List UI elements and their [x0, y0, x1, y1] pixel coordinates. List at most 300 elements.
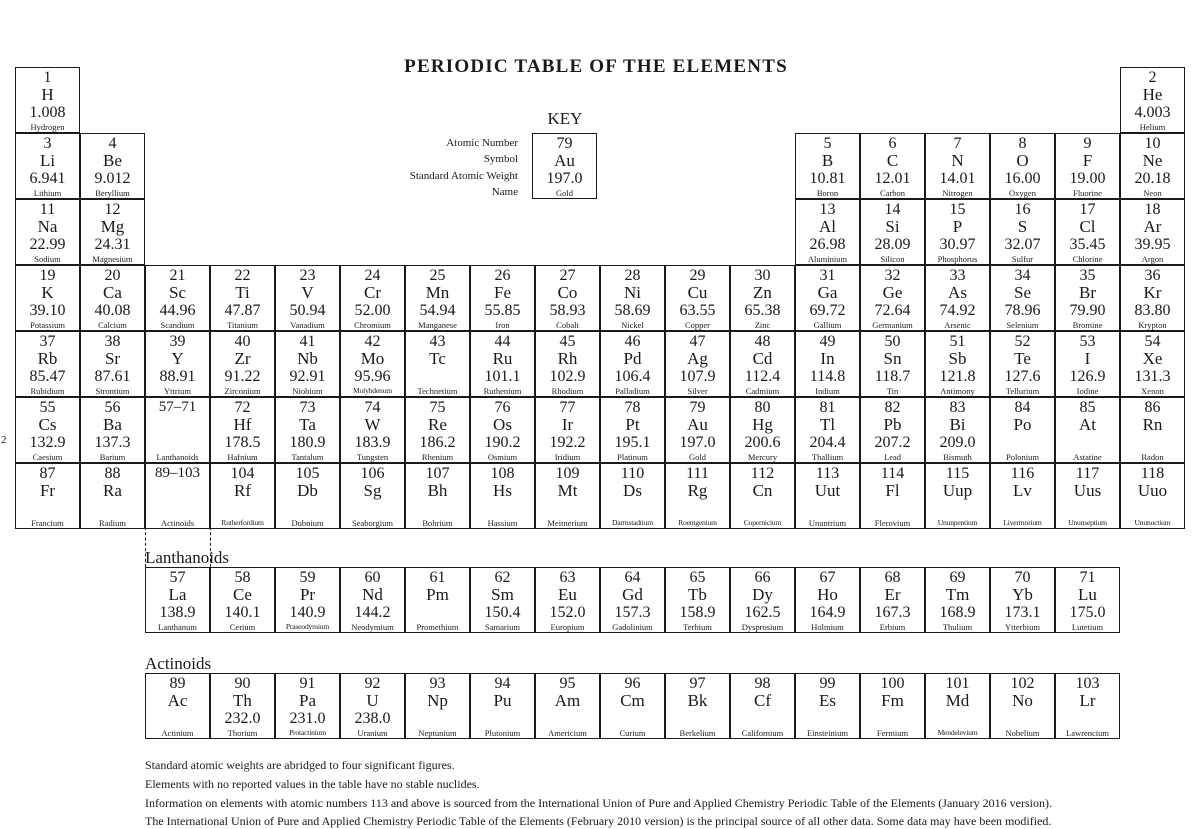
element-weight: 180.9 [289, 434, 326, 451]
element-cell [600, 265, 665, 331]
element-weight: 231.0 [289, 710, 326, 727]
element-name: Hydrogen [30, 122, 65, 132]
element-symbol: At [1079, 415, 1096, 434]
element-number: 33 [949, 267, 966, 284]
element-name: Erbium [879, 622, 906, 632]
element-cell [340, 265, 405, 331]
element-symbol: In [820, 349, 835, 368]
element-name: Fermium [876, 728, 909, 738]
element-number: 109 [555, 465, 580, 482]
element-cell [925, 199, 990, 265]
element-weight: 10.81 [809, 170, 846, 187]
element-symbol: Nd [362, 585, 383, 604]
element-cell [1055, 397, 1120, 463]
element-weight: 186.2 [419, 434, 456, 451]
element-symbol: Yb [1012, 585, 1033, 604]
element-number: 22 [234, 267, 251, 284]
element-weight: 204.4 [809, 434, 846, 451]
element-name: Copper [684, 320, 711, 330]
element-number: 42 [364, 333, 381, 350]
element-weight: 19.00 [1069, 170, 1106, 187]
element-cell [80, 331, 145, 397]
element-number: 73 [299, 399, 316, 416]
element-number: 14 [884, 201, 901, 218]
element-cell [990, 133, 1055, 199]
element-number: 103 [1075, 675, 1100, 692]
element-cell [925, 331, 990, 397]
element-name: Beryllium [95, 188, 130, 198]
element-number: 86 [1144, 399, 1161, 416]
element-number: 15 [949, 201, 966, 218]
element-name: Americium [548, 728, 587, 738]
element-number: 48 [754, 333, 771, 350]
element-number: 97 [689, 675, 706, 692]
element-cell [925, 673, 990, 739]
element-symbol: No [1012, 691, 1033, 710]
element-number: 69 [949, 569, 966, 586]
element-cell [860, 673, 925, 739]
element-symbol: Cf [754, 691, 771, 710]
element-number: 75 [429, 399, 446, 416]
element-number: 95 [559, 675, 576, 692]
element-weight: 88.91 [159, 368, 196, 385]
element-symbol: Uuo [1137, 481, 1168, 500]
element-name: Dubnium [291, 518, 324, 528]
element-number: 71 [1079, 569, 1096, 586]
element-symbol: Tm [945, 585, 970, 604]
element-symbol: Mt [557, 481, 578, 500]
element-number: 74 [364, 399, 381, 416]
key-example-name: Gold [556, 188, 573, 198]
element-symbol: Es [819, 691, 836, 710]
element-symbol: Te [1014, 349, 1031, 368]
element-number: 43 [429, 333, 446, 350]
element-weight: 162.5 [744, 604, 781, 621]
element-cell [210, 673, 275, 739]
element-cell [1120, 199, 1185, 265]
element-number: 107 [425, 465, 450, 482]
element-weight: 140.9 [289, 604, 326, 621]
element-name: Krypton [1138, 320, 1167, 330]
element-name: Tin [886, 386, 899, 396]
element-cell [470, 265, 535, 331]
element-number: 10 [1144, 135, 1161, 152]
element-symbol: Rn [1142, 415, 1163, 434]
element-cell [80, 199, 145, 265]
element-symbol: Ar [1143, 217, 1162, 236]
element-cell [535, 567, 600, 633]
element-cell [990, 463, 1055, 529]
element-number: 65 [689, 569, 706, 586]
element-symbol: As [948, 283, 967, 302]
element-number: 59 [299, 569, 316, 586]
element-cell [145, 397, 210, 463]
element-name: Lead [884, 452, 901, 462]
element-weight: 30.97 [939, 236, 976, 253]
element-symbol: C [886, 151, 899, 170]
element-cell [80, 397, 145, 463]
element-number: 32 [884, 267, 901, 284]
element-name: Silicon [880, 254, 905, 264]
element-weight: 144.2 [354, 604, 391, 621]
element-symbol: Au [687, 415, 708, 434]
element-cell [730, 331, 795, 397]
element-cell [600, 673, 665, 739]
element-symbol: S [1017, 217, 1028, 236]
element-number: 31 [819, 267, 836, 284]
element-number: 21 [169, 267, 186, 284]
element-cell [1055, 331, 1120, 397]
element-symbol: Co [557, 283, 578, 302]
element-weight: 92.91 [289, 368, 326, 385]
element-symbol: Uut [814, 481, 841, 500]
element-weight: 16.00 [1004, 170, 1041, 187]
element-symbol: Zr [234, 349, 251, 368]
element-number: 26 [494, 267, 511, 284]
element-name: Lanthanum [158, 622, 197, 632]
element-weight: 164.9 [809, 604, 846, 621]
element-symbol: Mo [360, 349, 385, 368]
element-symbol: Tc [429, 349, 446, 368]
actinoids-heading: Actinoids [145, 654, 212, 673]
element-number: 44 [494, 333, 511, 350]
element-cell [210, 463, 275, 529]
element-number: 13 [819, 201, 836, 218]
element-cell [535, 463, 600, 529]
element-symbol: Na [37, 217, 58, 236]
element-name: Thorium [227, 728, 258, 738]
element-symbol: Fr [39, 481, 56, 500]
element-weight: 107.9 [679, 368, 716, 385]
element-weight: 40.08 [94, 302, 131, 319]
element-name: Zinc [754, 320, 771, 330]
element-weight: 87.61 [94, 368, 131, 385]
element-weight: 207.2 [874, 434, 911, 451]
element-weight: 54.94 [419, 302, 456, 319]
element-number: 46 [624, 333, 641, 350]
element-cell [860, 397, 925, 463]
element-name: Indium [815, 386, 840, 396]
element-cell [145, 463, 210, 529]
element-number: 88 [104, 465, 121, 482]
element-number: 17 [1079, 201, 1096, 218]
element-name: Germanium [872, 320, 913, 330]
element-symbol: Ir [561, 415, 574, 434]
element-cell [405, 567, 470, 633]
element-number: 12 [104, 201, 121, 218]
element-weight: 4.003 [1134, 104, 1171, 121]
element-name: Actinium [161, 728, 194, 738]
element-cell [470, 567, 535, 633]
element-name: Fluorine [1073, 188, 1102, 198]
element-name: Lanthanoids [156, 452, 199, 462]
element-symbol: Th [233, 691, 252, 710]
element-number: 64 [624, 569, 641, 586]
element-cell [210, 567, 275, 633]
element-name: Livermorium [1003, 518, 1042, 527]
element-symbol: Bh [427, 481, 448, 500]
element-number: 40 [234, 333, 251, 350]
element-cell [600, 463, 665, 529]
element-symbol: W [364, 415, 381, 434]
element-number: 77 [559, 399, 576, 416]
element-symbol: Bk [687, 691, 708, 710]
element-symbol: Ru [492, 349, 513, 368]
element-number: 116 [1010, 465, 1035, 482]
element-cell [600, 567, 665, 633]
element-number: 41 [299, 333, 316, 350]
element-name: Neon [1143, 188, 1162, 198]
element-name: Nitrogen [942, 188, 973, 198]
element-weight: 183.9 [354, 434, 391, 451]
element-cell [15, 265, 80, 331]
element-number: 89 [169, 675, 186, 692]
element-symbol: Li [39, 151, 56, 170]
element-name: Promethium [416, 622, 459, 632]
element-name: Neptunium [418, 728, 457, 738]
element-cell [990, 567, 1055, 633]
element-number: 62 [494, 569, 511, 586]
element-name: Argon [1141, 254, 1164, 264]
element-symbol: Po [1013, 415, 1032, 434]
element-name: Arsenic [944, 320, 971, 330]
element-number: 117 [1075, 465, 1100, 482]
element-symbol: Uup [942, 481, 973, 500]
element-cell [535, 265, 600, 331]
element-cell [145, 265, 210, 331]
element-weight: 72.64 [874, 302, 911, 319]
element-name: Ununoctium [1134, 518, 1171, 527]
lanthanoids-heading: Lanthanoids [145, 548, 230, 567]
element-cell [925, 265, 990, 331]
element-number: 39 [169, 333, 186, 350]
element-weight: 150.4 [484, 604, 521, 621]
element-number: 102 [1010, 675, 1035, 692]
element-name: Silver [687, 386, 708, 396]
element-symbol: Pm [426, 585, 449, 604]
element-weight: 28.09 [874, 236, 911, 253]
element-cell [210, 397, 275, 463]
element-name: Cerium [229, 622, 256, 632]
element-symbol: Gd [622, 585, 643, 604]
element-number: 58 [234, 569, 251, 586]
element-number: 19 [39, 267, 56, 284]
element-cell [535, 673, 600, 739]
element-symbol: Sn [883, 349, 902, 368]
element-number: 72 [234, 399, 251, 416]
element-name: Zirconium [224, 386, 261, 396]
key-example-symbol: Au [554, 151, 575, 170]
element-cell [275, 397, 340, 463]
element-number: 84 [1014, 399, 1031, 416]
element-number: 96 [624, 675, 641, 692]
element-name: Osmium [487, 452, 518, 462]
element-weight: 157.3 [614, 604, 651, 621]
element-symbol: I [1084, 349, 1091, 368]
element-name: Uranium [357, 728, 388, 738]
element-number: 68 [884, 569, 901, 586]
element-number: 70 [1014, 569, 1031, 586]
element-weight: 173.1 [1004, 604, 1041, 621]
element-name: Rubidium [30, 386, 65, 396]
element-number: 87 [39, 465, 56, 482]
element-symbol: Os [493, 415, 512, 434]
element-name: Strontium [95, 386, 130, 396]
element-symbol: Xe [1142, 349, 1163, 368]
element-symbol: Ho [817, 585, 838, 604]
element-cell [1055, 567, 1120, 633]
element-number: 93 [429, 675, 446, 692]
element-number: 114 [880, 465, 905, 482]
element-number: 101 [945, 675, 970, 692]
element-symbol: Eu [558, 585, 577, 604]
element-weight: 114.8 [809, 368, 846, 385]
element-name: Bismuth [943, 452, 972, 462]
element-cell [990, 397, 1055, 463]
element-weight: 192.2 [549, 434, 586, 451]
element-weight: 200.6 [744, 434, 781, 451]
element-weight: 209.0 [939, 434, 976, 451]
element-number: 76 [494, 399, 511, 416]
element-name: Palladium [615, 386, 650, 396]
element-cell [730, 397, 795, 463]
element-name: Potassium [30, 320, 65, 330]
element-weight: 58.93 [549, 302, 586, 319]
element-cell [665, 463, 730, 529]
element-number: 98 [754, 675, 771, 692]
element-number: 112 [750, 465, 775, 482]
element-number: 35 [1079, 267, 1096, 284]
element-symbol: Uus [1073, 481, 1102, 500]
element-cell [405, 331, 470, 397]
element-cell [730, 673, 795, 739]
element-cell [1120, 67, 1185, 133]
element-weight: 121.8 [939, 368, 976, 385]
element-cell [1055, 265, 1120, 331]
element-cell [795, 199, 860, 265]
element-name: Actinoids [160, 518, 195, 528]
element-name: Phosphorus [937, 254, 978, 264]
element-cell [665, 397, 730, 463]
element-cell [1055, 133, 1120, 199]
element-symbol: Rh [557, 349, 578, 368]
element-cell [795, 397, 860, 463]
element-symbol: Rb [37, 349, 58, 368]
element-weight: 39.10 [29, 302, 66, 319]
element-cell [665, 265, 730, 331]
element-name: Ytterbium [1005, 622, 1040, 632]
element-cell [1055, 673, 1120, 739]
element-name: Seaborgium [352, 518, 393, 528]
element-symbol: Pr [299, 585, 316, 604]
element-cell [210, 265, 275, 331]
element-name: Rhodium [551, 386, 584, 396]
element-weight: 152.0 [549, 604, 586, 621]
element-symbol: Hs [493, 481, 512, 500]
element-number: 27 [559, 267, 576, 284]
element-cell [795, 463, 860, 529]
element-number: 80 [754, 399, 771, 416]
element-symbol: Ti [235, 283, 250, 302]
element-name: Carbon [879, 188, 906, 198]
element-number: 78 [624, 399, 641, 416]
element-symbol: Al [819, 217, 836, 236]
element-name: Sodium [34, 254, 61, 264]
element-number: 53 [1079, 333, 1096, 350]
element-symbol: Bi [949, 415, 966, 434]
element-number: 54 [1144, 333, 1161, 350]
element-name: Cadmium [745, 386, 780, 396]
element-number: 9 [1083, 135, 1092, 152]
element-weight: 195.1 [614, 434, 651, 451]
element-cell [860, 463, 925, 529]
element-number: 60 [364, 569, 381, 586]
element-symbol: P [952, 217, 963, 236]
element-weight: 190.2 [484, 434, 521, 451]
element-symbol: Cs [38, 415, 57, 434]
element-cell [925, 397, 990, 463]
element-name: Xenon [1141, 386, 1164, 396]
element-symbol: O [1016, 151, 1029, 170]
element-weight: 9.012 [94, 170, 131, 187]
element-name: Tellurium [1005, 386, 1040, 396]
element-symbol: Am [554, 691, 581, 710]
element-name: Europium [550, 622, 585, 632]
element-weight: 35.45 [1069, 236, 1106, 253]
key-weight-label: Standard Atomic Weight [409, 170, 518, 182]
element-name: Samarium [485, 622, 520, 632]
element-number: 100 [880, 675, 905, 692]
element-weight: 126.9 [1069, 368, 1106, 385]
element-cell [15, 199, 80, 265]
element-symbol: Pu [493, 691, 512, 710]
key-heading: KEY [547, 109, 583, 128]
element-symbol: Sm [491, 585, 514, 604]
element-number: 34 [1014, 267, 1031, 284]
element-number: 56 [104, 399, 121, 416]
element-cell [795, 331, 860, 397]
element-weight: 101.1 [484, 368, 521, 385]
element-symbol: Np [427, 691, 448, 710]
element-weight: 22.99 [29, 236, 66, 253]
element-cell [15, 463, 80, 529]
element-name: Gold [689, 452, 706, 462]
element-weight: 112.4 [744, 368, 781, 385]
element-symbol: Lv [1013, 481, 1032, 500]
element-name: Bohrium [422, 518, 453, 528]
element-weight: 12.01 [874, 170, 911, 187]
element-name: Chromium [354, 320, 391, 330]
element-symbol: Hf [233, 415, 252, 434]
footnote: Elements with no reported values in the table have no stable nuclides. [145, 777, 480, 791]
element-name: Mercury [747, 452, 778, 462]
element-symbol: Ne [1142, 151, 1163, 170]
element-weight: 238.0 [354, 710, 391, 727]
element-cell [925, 133, 990, 199]
element-cell [600, 331, 665, 397]
element-name: Bromine [1072, 320, 1103, 330]
element-cell [730, 463, 795, 529]
element-number: 90 [234, 675, 251, 692]
element-symbol: Cu [687, 283, 708, 302]
element-symbol: Y [171, 349, 184, 368]
element-symbol: La [168, 585, 187, 604]
key-atomic-number-label: Atomic Number [446, 137, 518, 149]
element-name: Hassium [487, 518, 518, 528]
element-weight: 63.55 [679, 302, 716, 319]
element-cell [15, 67, 80, 133]
element-symbol: N [951, 151, 964, 170]
